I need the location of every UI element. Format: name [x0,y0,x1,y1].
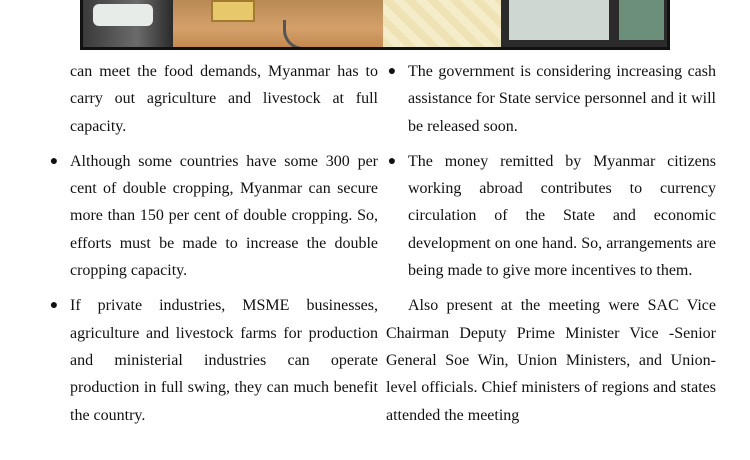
bullet-icon: ● [387,64,397,79]
bullet-item [376,148,716,284]
photo-name-plate [211,0,255,22]
photo-screen-pane [509,0,609,40]
closing-paragraph-text: Also present at the meeting were SAC Vice Chairman Deputy Prime Minister Vice -Senior General Soe Win, Union Ministers, and Union-level officials. Chief ministers of regions and states attended the meeting [386,297,716,424]
bullet-icon: ● [387,153,397,169]
bullet-item [376,58,716,140]
photo-video-screen [501,0,670,47]
right-column [376,58,716,429]
bullet-text: Although some countries have some 300 per cent of double cropping, Myanmar can secure more than 150 per cent of double cropping. So, efforts must be made to increase the double cropping capacity. [70,152,378,280]
bullet-icon: ● [49,153,59,169]
meeting-photo [80,0,670,50]
bullet-text: The money remitted by Myanmar citizens working abroad contributes to currency circulation of the State and economic development on one hand. So, arrangements are being made to give more incentives to them. [408,152,716,280]
photo-tissue-box [93,4,153,26]
photo-screen-pane [619,0,664,40]
bullet-icon: ● [49,298,59,314]
bullet-text: The government is considering increasing cash assistance for State service personnel and it will be released soon. [408,63,716,135]
left-continued-paragraph [38,58,378,140]
left-continued-text: can meet the food demands, Myanmar has to carry out agriculture and livestock at full capacity. [70,63,378,135]
left-column [38,58,378,429]
photo-chair [83,0,173,47]
closing-paragraph [376,292,716,428]
bullet-item [38,148,378,284]
bullet-text: If private industries, MSME businesses, agriculture and livestock farms for production and ministerial industries can operate production in full swing, they can much benefit the country. [70,297,378,424]
bullet-item [38,292,378,428]
photo-microphone [283,20,346,50]
